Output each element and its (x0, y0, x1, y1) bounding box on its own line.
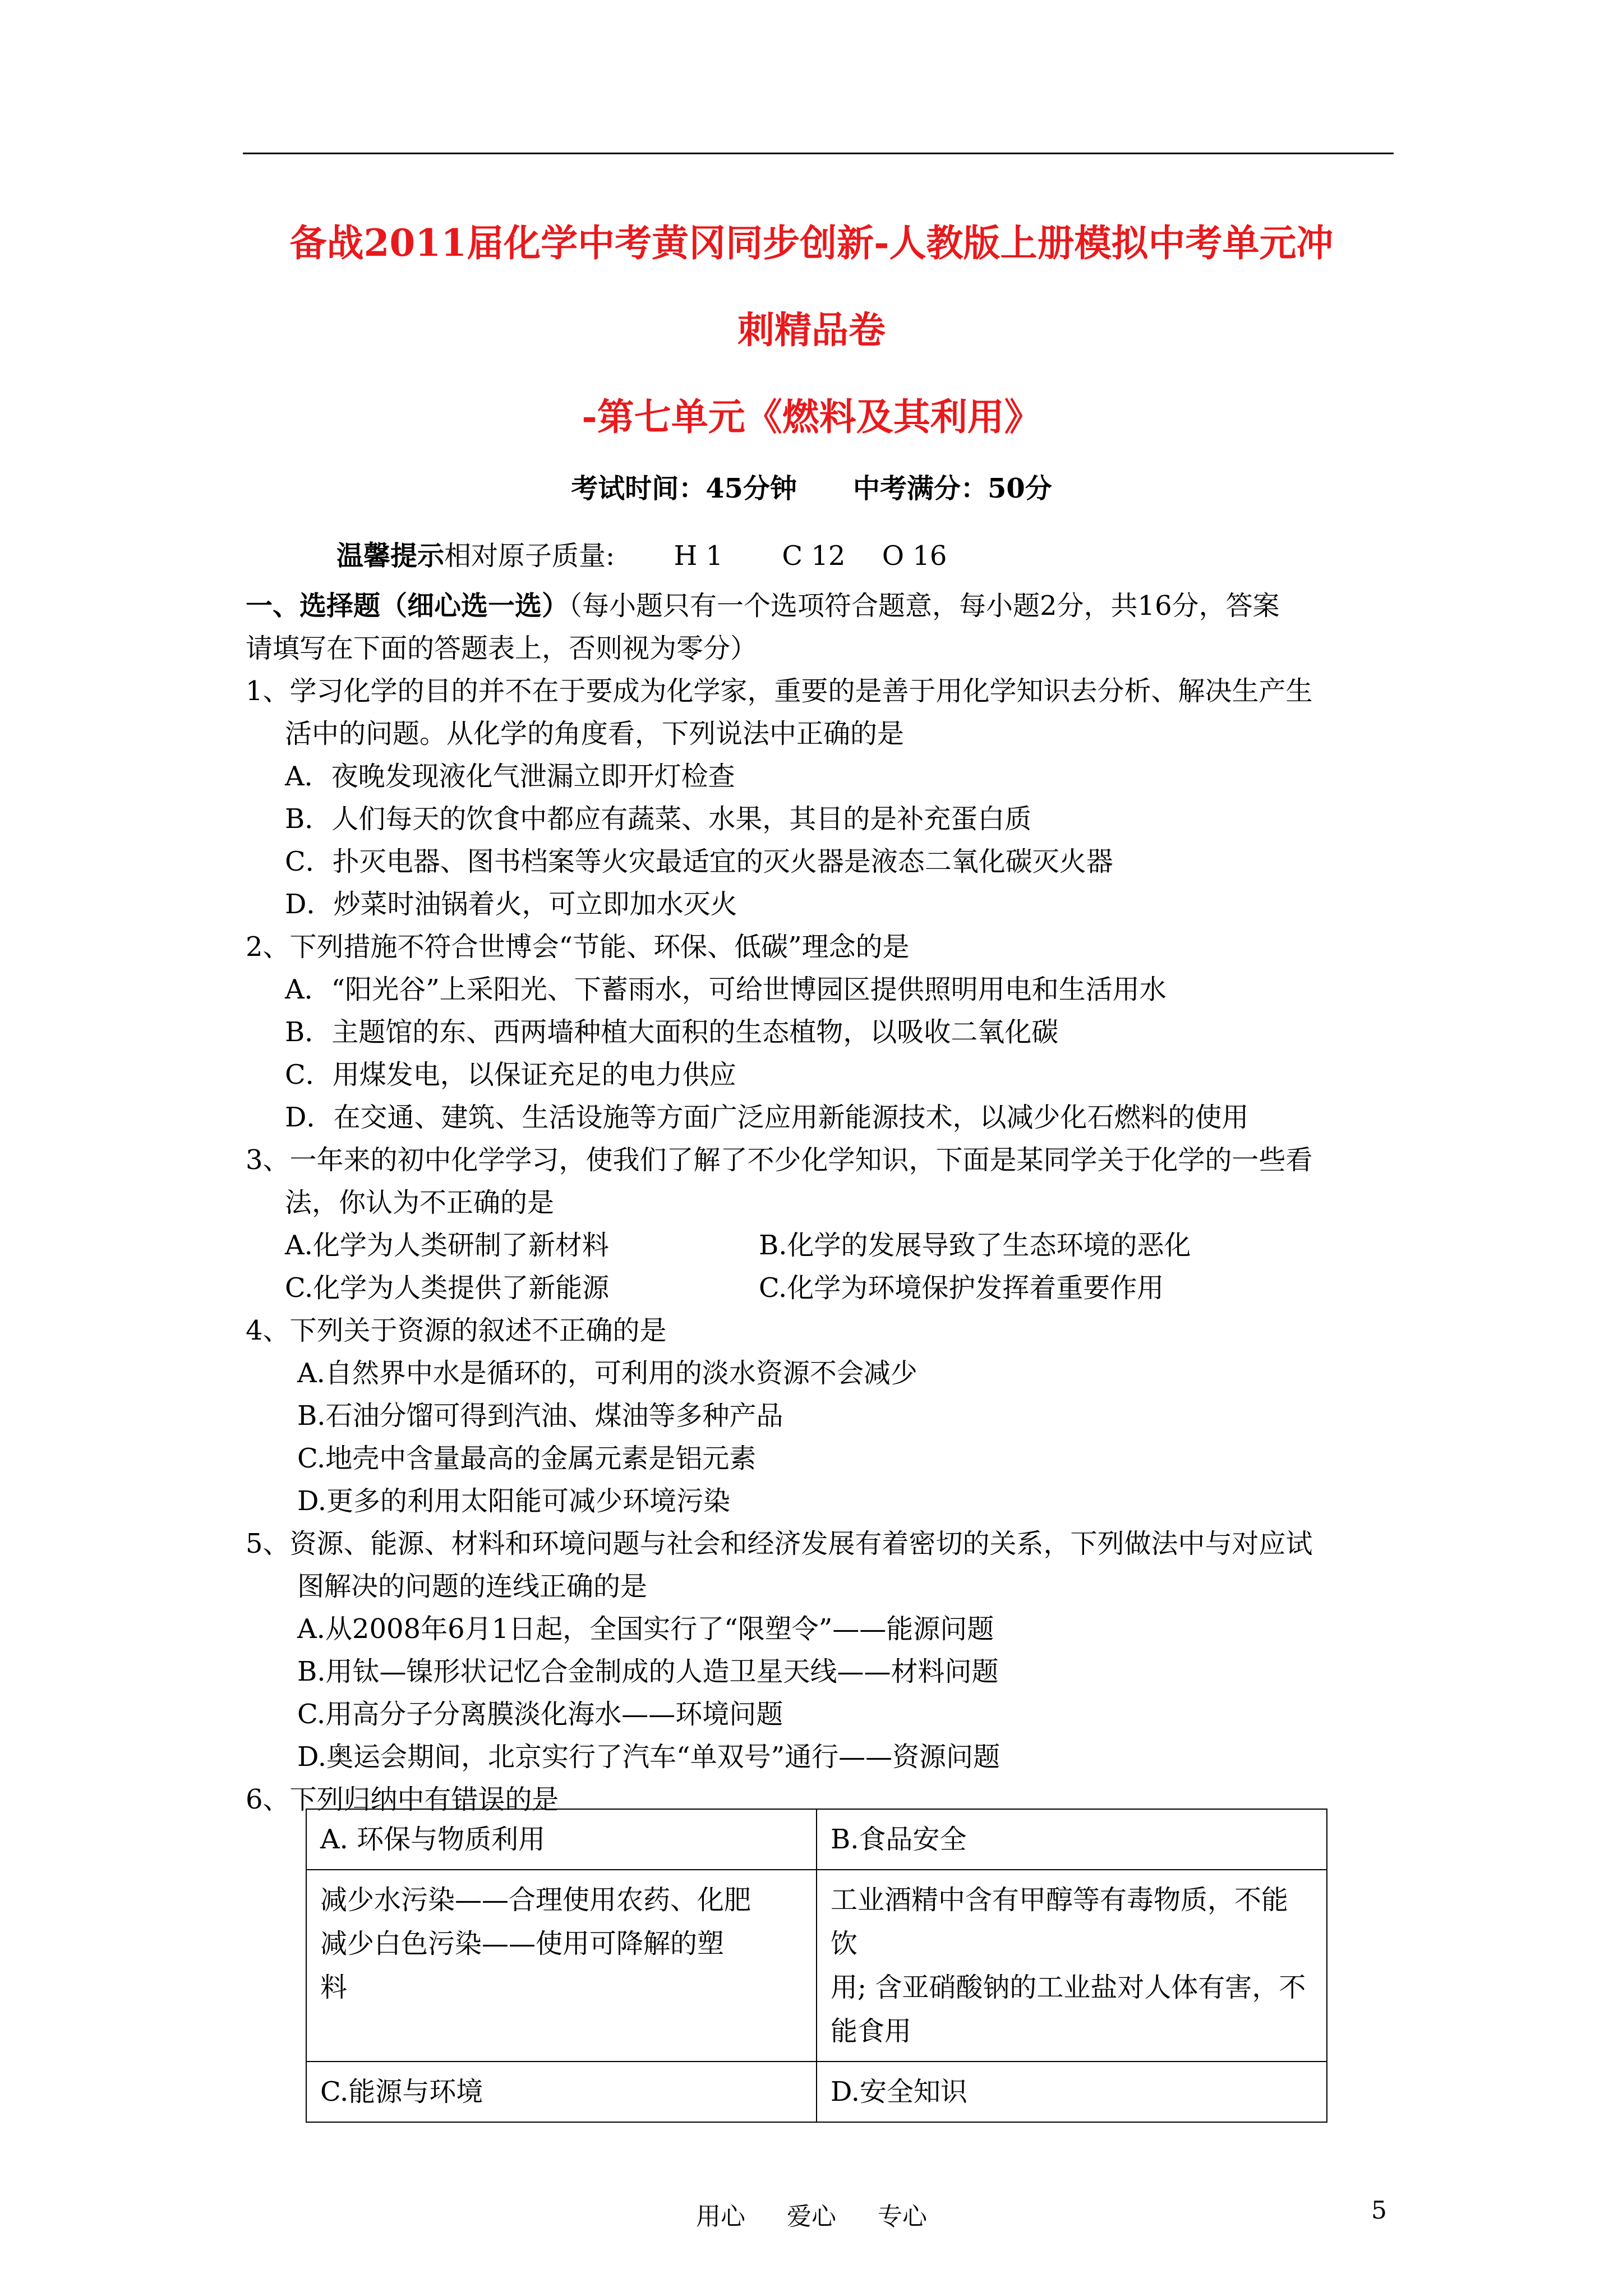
q6-header-a: A. 环保与物质利用 (306, 1809, 817, 1870)
q3-options-cd (246, 1267, 1395, 1309)
q2-option-c: C．用煤发电，以保证充足的电力供应 (285, 1059, 736, 1091)
q6-cell-a-line-1: 减少水污染——合理使用农药、化肥 (320, 1884, 751, 1916)
title-line-2: 刺精品卷 (737, 308, 886, 352)
q2-option-d: D．在交通、建筑、生活设施等方面广泛应用新能源技术，以减少化石燃料的使用 (285, 1102, 1249, 1133)
atomic-mass-c: C 12 (782, 540, 846, 572)
q2-option-b: B．主题馆的东、西两墙种植大面积的生态植物，以吸收二氧化碳 (285, 1016, 1059, 1048)
q6-cell-b-line-3: 能食用 (831, 2016, 912, 2047)
q4-option-b: B.石油分馏可得到汽油、煤油等多种产品 (297, 1400, 783, 1432)
q3-option-d: C.化学为环境保护发挥着重要作用 (759, 1272, 1164, 1304)
title-line-1: 备战2011届化学中考黄冈同步创新-人教版上册模拟中考单元冲 (289, 221, 1334, 265)
q3-options-ab (246, 1224, 1395, 1267)
q6-cell-a (306, 1870, 817, 2062)
q5-option-c: C.用高分子分离膜淡化海水——环境问题 (297, 1699, 783, 1730)
exam-info (0, 467, 1623, 505)
q6-table (306, 1809, 1327, 2123)
q1-option-c: C．扑灭电器、图书档案等火灾最适宜的灭火器是液态二氧化碳灭火器 (285, 846, 1113, 877)
q1-option-a: A．夜晚发现液化气泄漏立即开灯检查 (285, 761, 735, 792)
q5-option-d: D.奥运会期间，北京实行了汽车“单双号”通行——资源问题 (297, 1741, 1000, 1773)
section-heading-line (246, 585, 1395, 627)
atomic-mass-h: H 1 (674, 540, 723, 572)
q6-cell-b-line-2: 用; 含亚硝酸钠的工业盐对人体有害，不 (831, 1972, 1306, 2003)
q4-stem: 4、下列关于资源的叙述不正确的是 (246, 1315, 667, 1346)
q5-option-a: A.从2008年6月1日起，全国实行了“限塑令”——能源问题 (297, 1613, 994, 1645)
exam-score: 中考满分：50分 (853, 473, 1052, 504)
q3-option-b: B.化学的发展导致了生态环境的恶化 (759, 1230, 1191, 1261)
footer-word-2: 爱心 (787, 2202, 836, 2231)
question-list (246, 585, 1395, 1821)
section-heading: 一、选择题（细心选一选） (246, 590, 569, 622)
header-rule (243, 153, 1394, 154)
footer-word-1: 用心 (696, 2202, 745, 2231)
atomic-mass-o: O 16 (882, 540, 947, 572)
q1-stem-2: 活中的问题。从化学的角度看，下列说法中正确的是 (285, 718, 905, 749)
tip-line (336, 534, 947, 573)
q3-stem-2: 法，你认为不正确的是 (285, 1187, 555, 1218)
q2-option-a: A．“阳光谷”上采阳光、下蓄雨水，可给世博园区提供照明用电和生活用水 (285, 974, 1166, 1005)
q1-stem-1: 1、学习化学的目的并不在于要成为化学家，重要的是善于用化学知识去分析、解决生产生 (246, 675, 1313, 707)
q1-option-d: D．炒菜时油锅着火，可立即加水灭火 (285, 889, 737, 920)
q6-cell-b (817, 1870, 1327, 2062)
q4-option-a: A.自然界中水是循环的，可利用的淡水资源不会减少 (297, 1358, 917, 1389)
q4-option-c: C.地壳中含量最高的金属元素是铝元素 (297, 1443, 757, 1474)
q6-stem: 6、下列归纳中有错误的是 (246, 1784, 559, 1815)
exam-time: 考试时间：45分钟 (571, 473, 797, 504)
q2-stem: 2、下列措施不符合世博会“节能、环保、低碳”理念的是 (246, 931, 910, 963)
q4-option-d: D.更多的利用太阳能可减少环境污染 (297, 1485, 731, 1517)
q6-header-b: B.食品安全 (817, 1809, 1327, 1870)
q3-option-a: A.化学为人类研制了新材料 (285, 1230, 609, 1261)
page-number: 5 (1371, 2196, 1387, 2225)
section-note-2: 请填写在下面的答题表上，否则视为零分） (246, 633, 758, 664)
q3-option-c: C.化学为人类提供了新能源 (285, 1272, 610, 1304)
tip-text: 相对原子质量: (444, 540, 615, 572)
q5-stem-2: 图解决的问题的连线正确的是 (297, 1571, 648, 1602)
title-line-3: -第七单元《燃料及其利用》 (582, 395, 1041, 439)
q5-option-b: B.用钛—镍形状记忆合金制成的人造卫星天线——材料问题 (297, 1656, 999, 1687)
tip-label: 温馨提示 (336, 540, 445, 572)
footer-word-3: 专心 (878, 2202, 927, 2231)
q6-header-d: D.安全知识 (817, 2062, 1327, 2122)
q6-cell-a-line-2: 减少白色污染——使用可降解的塑 (320, 1928, 725, 1959)
q1-option-b: B．人们每天的饮食中都应有蔬菜、水果，其目的是补充蛋白质 (285, 803, 1032, 835)
q5-stem-1: 5、资源、能源、材料和环境问题与社会和经济发展有着密切的关系，下列做法中与对应试 (246, 1528, 1313, 1559)
q6-cell-a-line-3: 料 (320, 1972, 348, 2003)
section-note: （每小题只有一个选项符合题意，每小题2分，共16分，答案 (569, 590, 1280, 622)
q3-stem-1: 3、一年来的初中化学学习，使我们了解了不少化学知识，下面是某同学关于化学的一些看 (246, 1144, 1313, 1176)
q6-header-c: C.能源与环境 (306, 2062, 817, 2122)
q6-cell-b-line-1: 工业酒精中含有甲醇等有毒物质，不能饮 (831, 1884, 1289, 1959)
